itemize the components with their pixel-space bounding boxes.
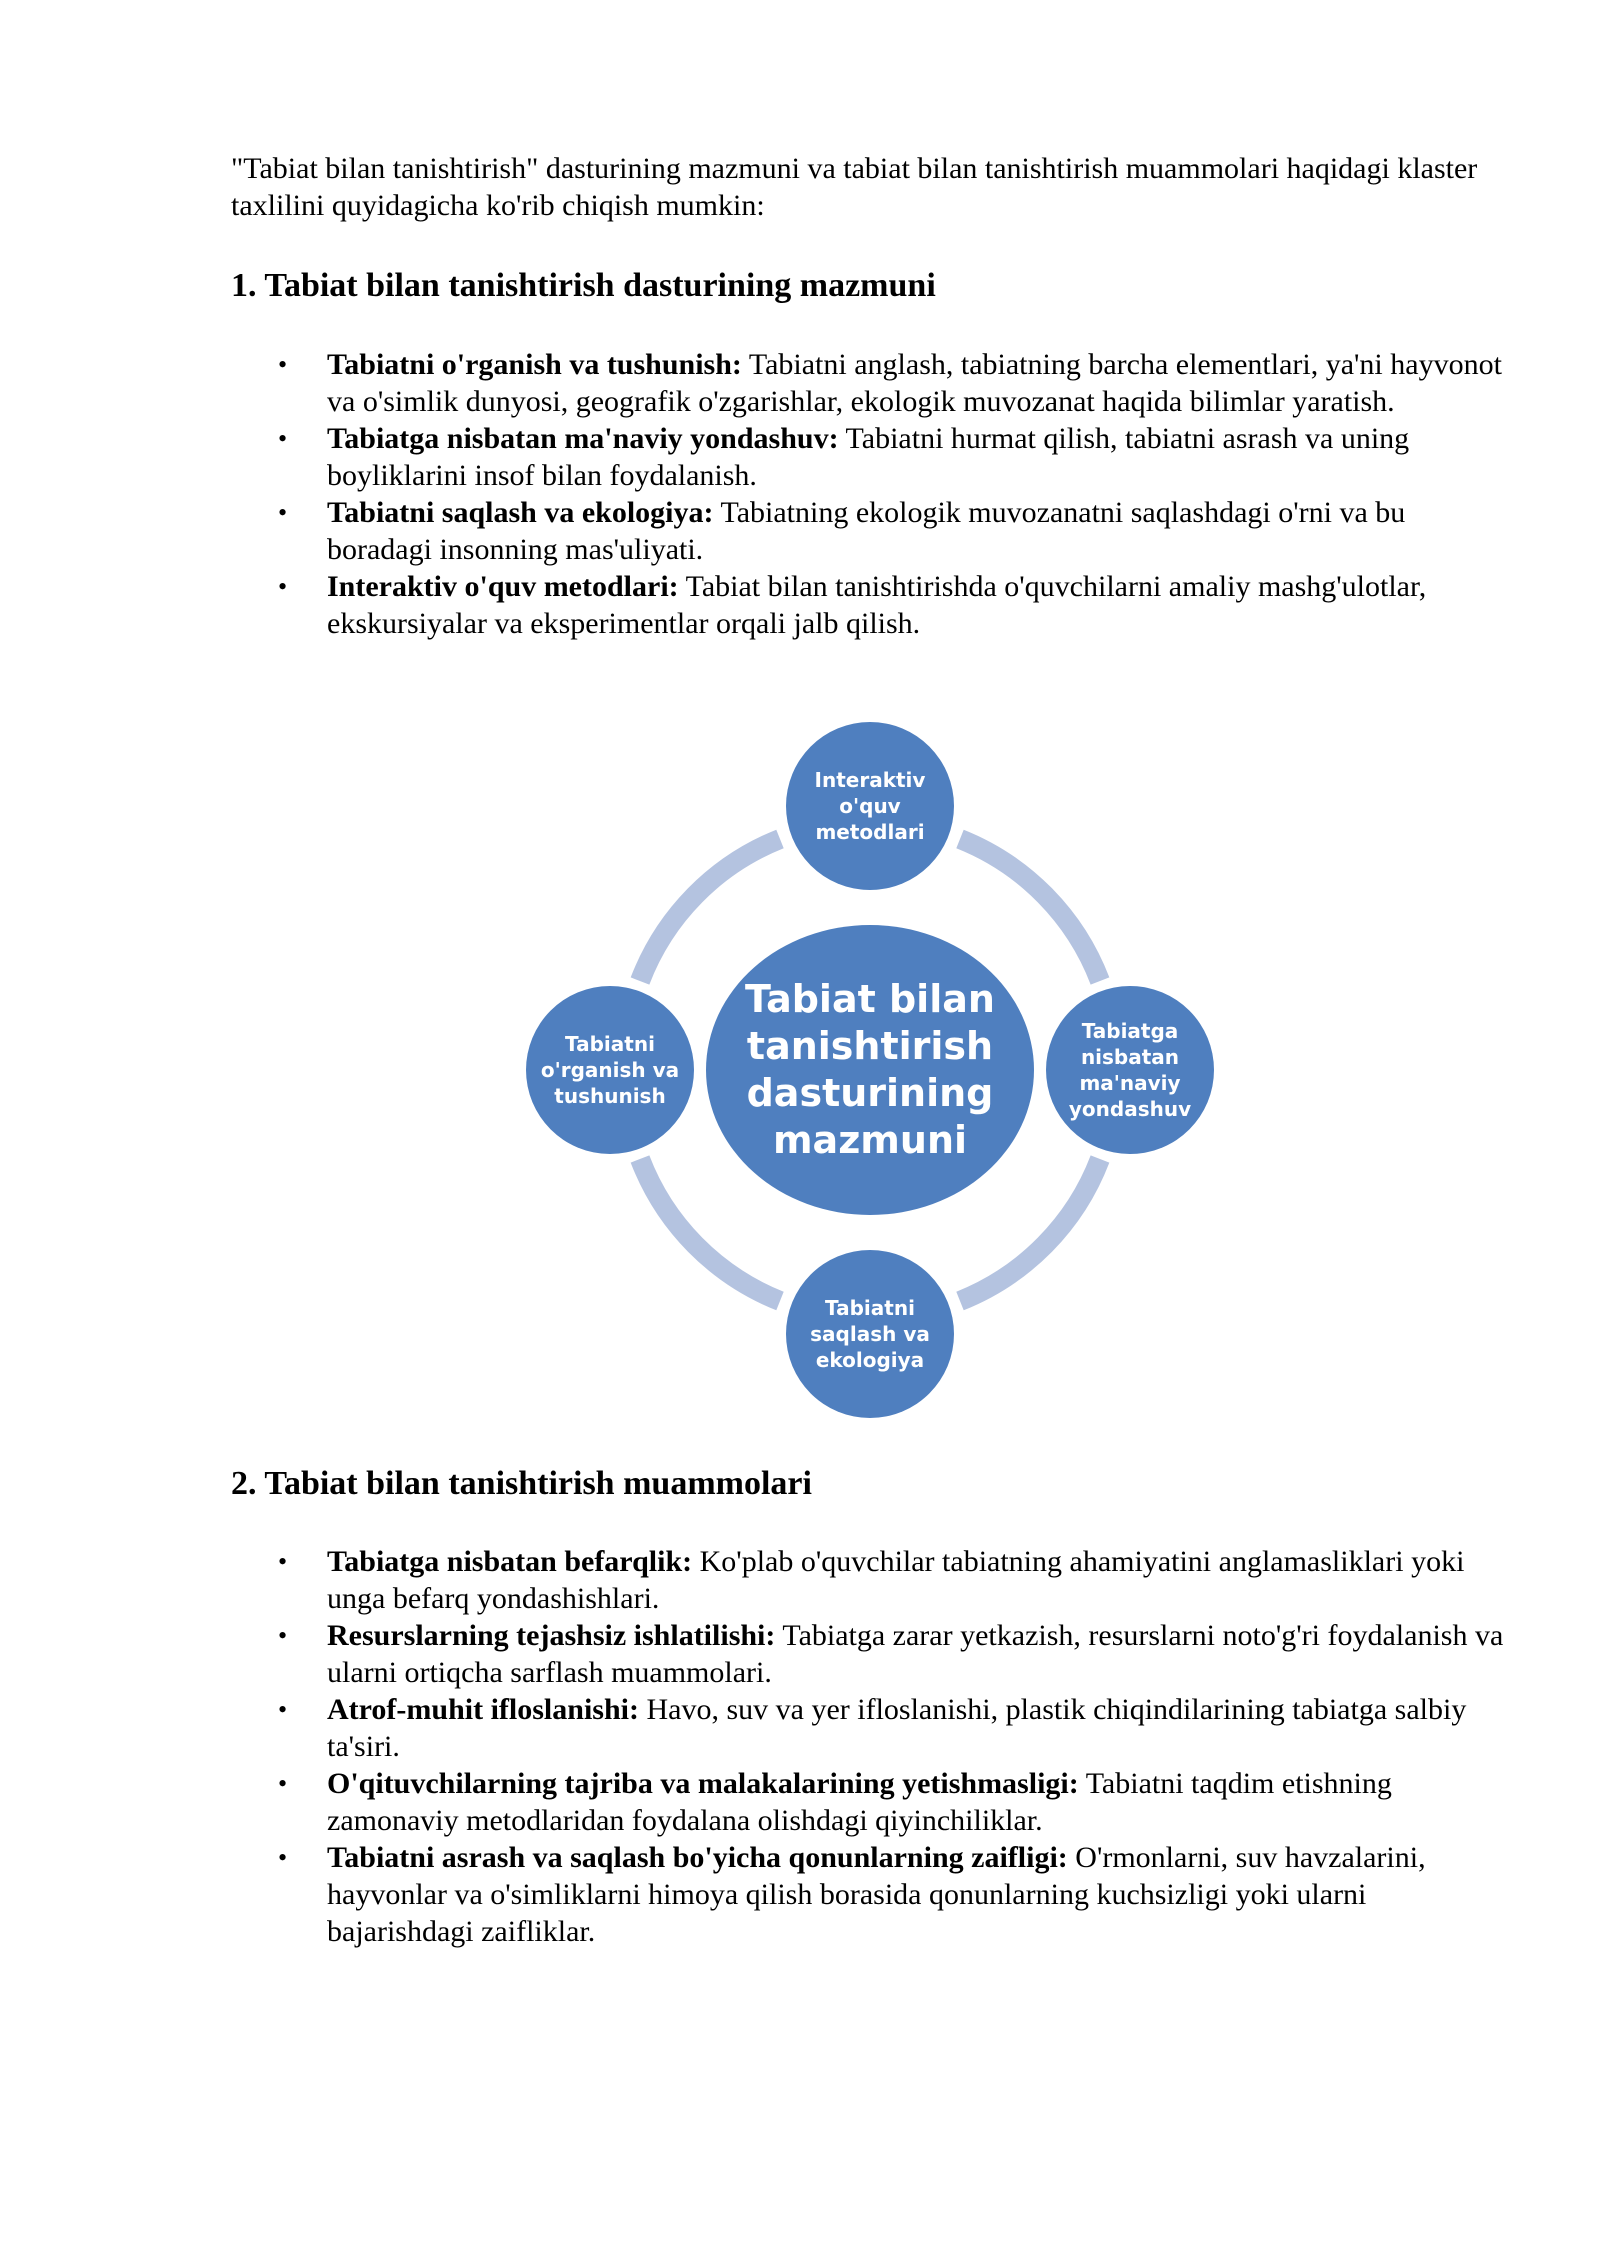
- bullet-icon: •: [278, 1843, 288, 1872]
- diagram-node-center: Tabiat bilan tanishtirish dasturining mazmuni: [706, 925, 1034, 1215]
- ring-arc-bottom-left: [640, 1159, 780, 1301]
- bullet-icon: •: [278, 572, 288, 601]
- list-item: • Resurslarning tejashsiz ishlatilishi: Tabiatga zarar yetkazish, resurslarni noto'g'ri foydalanish va ularni ortiqcha sarflash muammolari.: [278, 1619, 1504, 1689]
- diagram-node-top: Interaktiv o'quv metodlari: [786, 722, 954, 890]
- list-item: • Tabiatga nisbatan befarqlik: Ko'plab o'quvchilar tabiatning ahamiyatini anglamasliklari yoki unga befarq yondashishlari.: [278, 1545, 1465, 1615]
- section-2-heading: 2. Tabiat bilan tanishtirish muammolari: [231, 1465, 812, 1502]
- list-item: • Tabiatga nisbatan ma'naviy yondashuv: Tabiatni hurmat qilish, tabiatni asrash va uning boyliklarini insof bilan foydalanish.: [278, 422, 1410, 492]
- list-item: • Atrof-muhit ifloslanishi: Havo, suv va yer ifloslanishi, plastik chiqindilarining tabiatga salbiy ta'siri.: [278, 1693, 1467, 1763]
- diagram-node-right: Tabiatga nisbatan ma'naviy yondashuv: [1046, 986, 1214, 1154]
- section-1-heading: 1. Tabiat bilan tanishtirish dasturining mazmuni: [231, 267, 936, 304]
- bullet-icon: •: [278, 1695, 288, 1724]
- section-1-list: [274, 346, 1504, 642]
- list-item: • O'qituvchilarning tajriba va malakalarining yetishmasligi: Tabiatni taqdim etishning zamonaviy metodlaridan foydalana olishdagi qiyinchiliklar.: [278, 1767, 1392, 1837]
- diagram-node-left: Tabiatni o'rganish va tushunish: [526, 986, 694, 1154]
- bullet-icon: •: [278, 1621, 288, 1650]
- cycle-diagram: [510, 715, 1230, 1425]
- list-item: • Tabiatni asrash va saqlash bo'yicha qonunlarning zaifligi: O'rmonlarni, suv havzalarini, hayvonlar va o'simliklarni himoya qilish borasida qonunlarning kuchsizligi yoki ularni bajarishdagi zaifliklar.: [278, 1841, 1426, 1948]
- ring-arc-left-top: [640, 839, 780, 981]
- bullet-icon: •: [278, 1547, 288, 1576]
- bullet-icon: •: [278, 424, 288, 453]
- bullet-icon: •: [278, 498, 288, 527]
- list-item: • Interaktiv o'quv metodlari: Tabiat bilan tanishtirishda o'quvchilarni amaliy mashg'ulotlar, ekskursiyalar va eksperimentlar orqali jalb qilish.: [278, 570, 1427, 640]
- ring-arc-top-right: [960, 839, 1100, 981]
- bullet-icon: •: [278, 350, 288, 379]
- list-item: • Tabiatni o'rganish va tushunish: Tabiatni anglash, tabiatning barcha elementlari, ya'ni hayvonot va o'simlik dunyosi, geografik o'zgarishlar, ekologik muvozanat haqida bilimlar yaratish.: [278, 348, 1502, 418]
- intro-paragraph: "Tabiat bilan tanishtirish" dasturining mazmuni va tabiat bilan tanishtirish muammolari haqidagi klaster taxlilini quyidagicha ko'rib chiqish mumkin:: [231, 152, 1478, 222]
- section-2-list: [274, 1543, 1504, 1950]
- diagram-node-bottom: Tabiatni saqlash va ekologiya: [786, 1250, 954, 1418]
- list-item: • Tabiatni saqlash va ekologiya: Tabiatning ekologik muvozanatni saqlashdagi o'rni va bu boradagi insonning mas'uliyati.: [278, 496, 1406, 566]
- bullet-icon: •: [278, 1769, 288, 1798]
- ring-arc-right-bottom: [960, 1159, 1100, 1301]
